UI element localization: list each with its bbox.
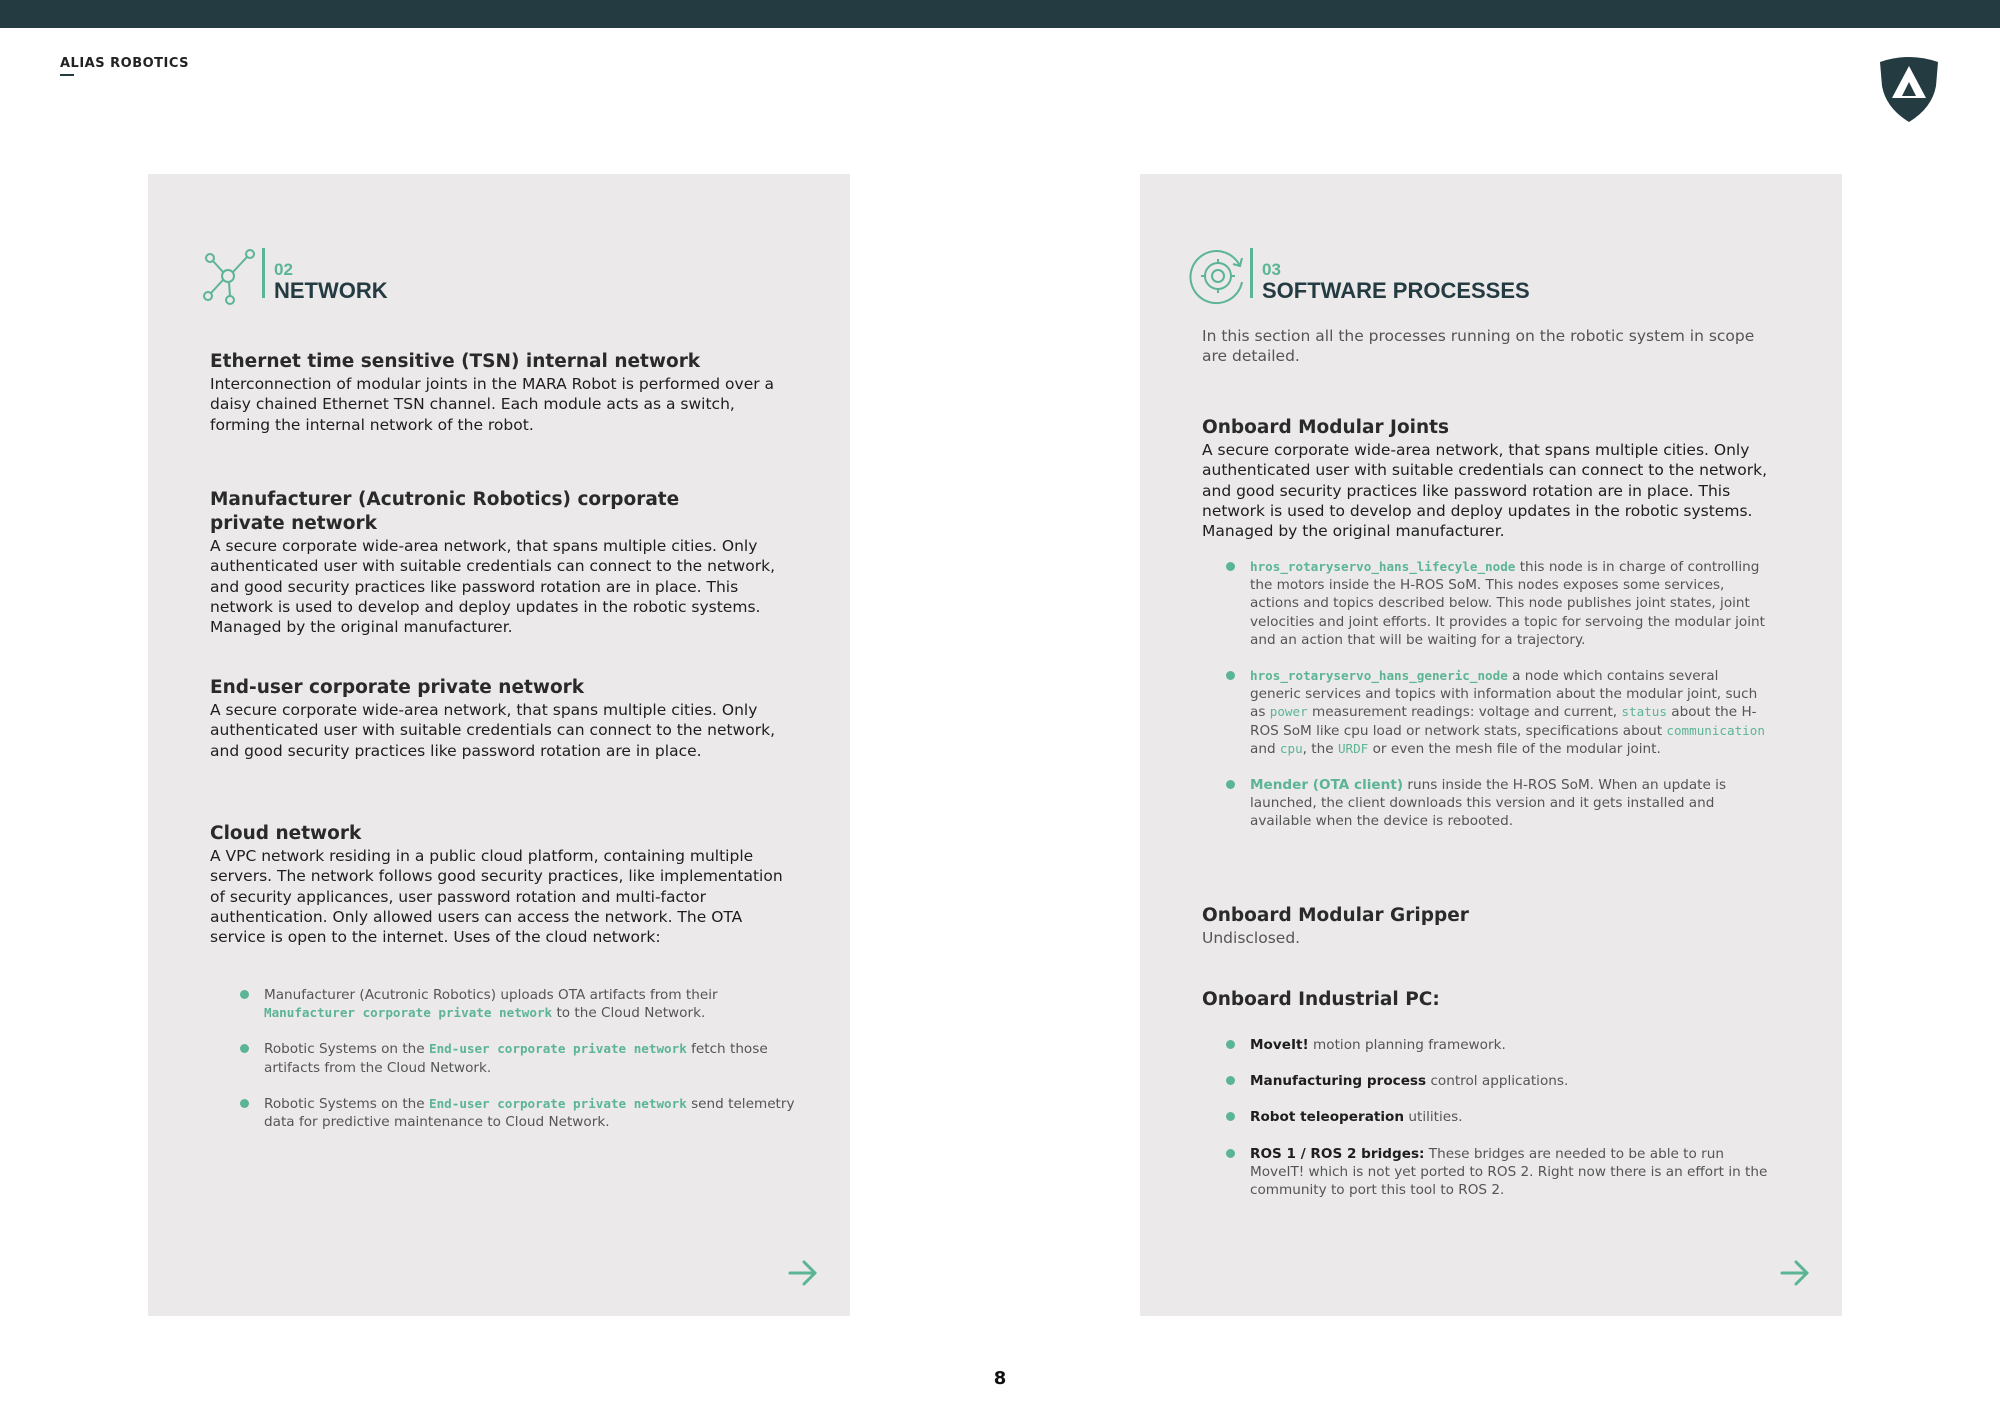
section-divider xyxy=(1250,248,1253,298)
manufacturer-network-body xyxy=(210,536,790,637)
section-title: SOFTWARE PROCESSES xyxy=(1262,278,1530,303)
bullet-text: a node which contains several generic services and topics with information about the modular joint, such as xyxy=(1250,668,1758,721)
block-heading: Manufacturer (Acutronic Robotics) corporate private network xyxy=(210,489,680,534)
section-number: 03 xyxy=(1262,260,1281,279)
list-item xyxy=(240,1095,800,1131)
industrial-pc-list xyxy=(1226,1036,1770,1199)
bullet-text: fetch those artifacts from the Cloud Network. xyxy=(264,1041,768,1076)
topic-name: URDF xyxy=(1337,740,1369,756)
block-heading: Onboard Industrial PC: xyxy=(1202,989,1440,1010)
end-user-network-block xyxy=(210,676,790,761)
item-label: Manufacturing process xyxy=(1250,1073,1427,1090)
network-code-label: End-user corporate private network xyxy=(428,1095,687,1111)
topic-name: power xyxy=(1269,704,1308,720)
alias-robotics-logo-icon xyxy=(1876,56,1942,124)
bullet-dot xyxy=(1226,1149,1235,1158)
bullet-text: control applications. xyxy=(1426,1073,1569,1090)
block-heading: End-user corporate private network xyxy=(210,677,585,698)
cloud-uses-list xyxy=(240,986,800,1131)
manufacturer-network-block xyxy=(210,488,730,536)
topic-name: cpu xyxy=(1279,740,1303,756)
bullet-text: These bridges are needed to be able to run MoveIT! which is not yet ported to ROS 2. Right now there is an effort in the community to port this tool to ROS 2. xyxy=(1250,1145,1768,1199)
list-item xyxy=(1226,1036,1770,1054)
list-item xyxy=(1226,776,1770,831)
joints-node-list xyxy=(1226,558,1770,831)
bullet-dot xyxy=(1226,562,1235,571)
block-body: A secure corporate wide-area network, that spans multiple cities. Only authenticated user with suitable credentials can connect to the network, and good security practices like password rotation are in place. xyxy=(210,701,775,760)
bullet-text: runs inside the H-ROS SoM. When an update is launched, the client downloads this version and it gets installed and available when the device is rebooted. xyxy=(1250,777,1727,830)
brand-name: ALIAS ROBOTICS xyxy=(60,56,190,71)
topic-name: status xyxy=(1621,704,1667,720)
mender-label: Mender (OTA client) xyxy=(1250,777,1404,794)
block-body: A secure corporate wide-area network, that spans multiple cities. Only authenticated user with suitable credentials can connect to the network, and good security practices like password rotation are in place. This network is used to develop and deploy updates in the robotic systems. Managed by the original manufacturer. xyxy=(1202,441,1767,541)
block-heading: Onboard Modular Joints xyxy=(1202,417,1450,438)
item-label: ROS 1 / ROS 2 bridges: xyxy=(1250,1145,1425,1162)
network-nodes-icon xyxy=(200,246,260,306)
bullet-text: measurement readings: voltage and current, xyxy=(1307,704,1622,721)
section-title: NETWORK xyxy=(274,278,388,303)
network-panel xyxy=(148,174,850,1316)
section-intro: In this section all the processes running on the robotic system in scope are detailed. xyxy=(1202,327,1755,365)
section-divider xyxy=(262,248,265,298)
brand-underline xyxy=(60,74,74,76)
block-heading: Ethernet time sensitive (TSN) internal network xyxy=(210,351,701,372)
bullet-dot xyxy=(1226,1040,1235,1049)
item-label: MoveIt! xyxy=(1250,1037,1309,1053)
topic-name: communication xyxy=(1666,722,1765,738)
bullet-text: motion planning framework. xyxy=(1308,1037,1506,1053)
modular-gripper-block xyxy=(1202,904,1782,948)
list-item xyxy=(1226,1145,1770,1200)
bullet-dot xyxy=(240,1044,249,1053)
modular-joints-block xyxy=(1202,416,1772,541)
bullet-text: or even the mesh file of the modular joint. xyxy=(1368,740,1661,757)
software-processes-panel xyxy=(1140,174,1842,1316)
bullet-text: to the Cloud Network. xyxy=(552,1005,706,1022)
block-body: A VPC network residing in a public cloud platform, containing multiple servers. The network follows good security practices, like implementation of security applicances, user password rotation and multi-factor authentication. Only allowed users can access the network. The OTA service is open to the internet. Uses of the cloud network: xyxy=(210,847,783,947)
list-item xyxy=(1226,667,1770,758)
bullet-dot xyxy=(1226,780,1235,789)
block-heading: Onboard Modular Gripper xyxy=(1202,905,1469,926)
bullet-dot xyxy=(240,1099,249,1108)
bullet-dot xyxy=(1226,1076,1235,1085)
item-label: Robot teleoperation xyxy=(1250,1109,1405,1126)
list-item xyxy=(1226,1072,1770,1090)
bullet-text: and xyxy=(1250,740,1280,757)
top-bar xyxy=(0,0,2000,28)
bullet-text: Robotic Systems on the xyxy=(264,1041,429,1058)
block-heading: Cloud network xyxy=(210,823,362,844)
bullet-text: utilities. xyxy=(1404,1109,1463,1126)
bullet-dot xyxy=(240,990,249,999)
page-number: 8 xyxy=(993,1368,1007,1389)
gear-cycle-icon xyxy=(1188,246,1248,306)
arrow-right-icon[interactable] xyxy=(1780,1260,1810,1286)
bullet-dot xyxy=(1226,1112,1235,1121)
bullet-text: , the xyxy=(1302,740,1338,757)
list-item xyxy=(240,986,800,1022)
node-name: hros_rotaryservo_hans_generic_node xyxy=(1250,668,1508,684)
node-name: hros_rotaryservo_hans_lifecyle_node xyxy=(1250,559,1516,574)
tsn-network-block xyxy=(210,350,790,435)
list-item xyxy=(1226,1108,1770,1126)
list-item xyxy=(240,1040,800,1076)
block-body: A secure corporate wide-area network, that spans multiple cities. Only authenticated user with suitable credentials can connect to the network, and good security practices like password rotation are in place. This network is used to develop and deploy updates in the robotic systems. Managed by the original manufacturer. xyxy=(210,537,775,637)
network-code-label: Manufacturer corporate private network xyxy=(264,1005,553,1021)
bullet-text: about the H-ROS SoM like cpu load or network stats, specifications about xyxy=(1250,704,1757,739)
bullet-text: Robotic Systems on the xyxy=(264,1095,429,1112)
block-body: Undisclosed. xyxy=(1202,929,1301,947)
bullet-text: Manufacturer (Acutronic Robotics) uploads OTA artifacts from their xyxy=(264,987,718,1003)
arrow-right-icon[interactable] xyxy=(788,1260,818,1286)
bullet-dot xyxy=(1226,671,1235,680)
network-code-label: End-user corporate private network xyxy=(428,1041,687,1057)
industrial-pc-block xyxy=(1202,988,1782,1012)
cloud-network-block xyxy=(210,822,790,947)
bullet-text: this node is in charge of controlling the motors inside the H-ROS SoM. This nodes exposes some services, actions and topics described below. This node publishes joint states, joint velocities and joint efforts. It provides a topic for servoing the modular joint and an action that will be waiting for a trajectory. xyxy=(1250,559,1765,648)
section-number: 02 xyxy=(274,260,293,279)
bullet-text: send telemetry data for predictive maintenance to Cloud Network. xyxy=(264,1095,795,1131)
block-body: Interconnection of modular joints in the MARA Robot is performed over a daisy chained Ethernet TSN channel. Each module acts as a switch, forming the internal network of the robot. xyxy=(210,375,775,434)
list-item xyxy=(1226,558,1770,649)
